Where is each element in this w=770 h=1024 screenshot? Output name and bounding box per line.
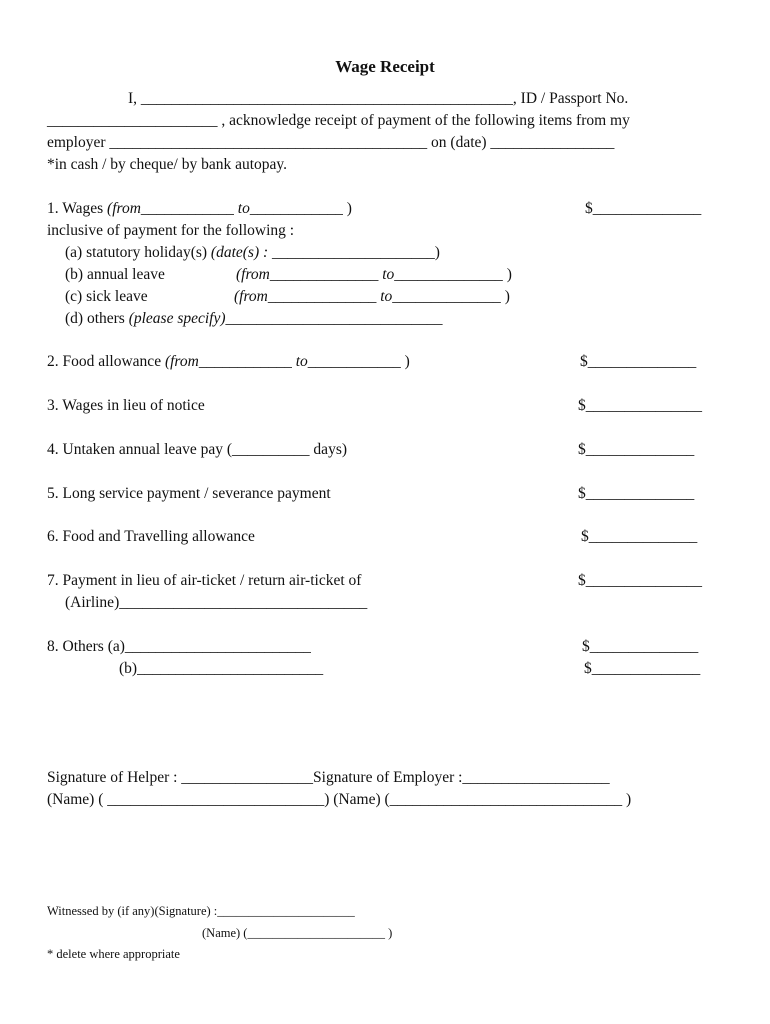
item-wages [47,200,352,218]
item-airline: (Airline)________________________________ [65,594,368,611]
signature-line: Signature of Helper : _________________Signature of Employer :___________________ [47,769,610,786]
item-travel: 6. Food and Travelling allowance [47,528,255,545]
item-wages-close: ) [342,200,352,217]
item-food-label: 2. Food allowance [47,353,165,370]
sub-item-d-blank: ____________________________ [225,310,443,327]
sub-item-b-range-wrap [236,266,512,284]
footnote: * delete where appropriate [47,947,180,961]
item-others-b: (b)________________________ [119,660,324,677]
item-wages-amount: $______________ [585,200,702,217]
item-air-ticket-amount: $_______________ [578,572,702,589]
witness-signature: Witnessed by (if any)(Signature) :______________________ [47,904,355,918]
item-others-a: 8. Others (a)________________________ [47,638,311,655]
item-food-close: ) [400,353,410,370]
witness-name: (Name) (______________________ ) [202,926,393,940]
item-wages-label: 1. Wages [47,200,108,217]
intro-line-3: employer _________________________________________ on (date) ________________ [47,134,615,151]
item-untaken-amount: $______________ [578,441,695,458]
item-long-service: 5. Long service payment / severance payment [47,485,331,502]
sub-item-c-label: (c) sick leave [65,288,148,305]
name-line: (Name) ( ____________________________) (Name) (______________________________ ) [47,791,632,808]
sub-item-b-close: ) [502,266,512,283]
item-long-service-amount: $______________ [578,485,695,502]
sub-item-c-close: ) [500,288,510,305]
sub-item-a-detail: (date(s) : [210,244,269,261]
sub-item-c-range-wrap [234,288,510,306]
item-food-amount: $______________ [580,353,697,370]
item-food [47,353,410,371]
sub-item-a [65,244,440,262]
item-others-b-amount: $______________ [584,660,701,677]
intro-line-1: I, ________________________________________________, ID / Passport No. [128,90,629,107]
sub-item-d-detail: (please specify) [128,310,226,327]
item-others-a-amount: $______________ [582,638,699,655]
sub-item-a-blank: _____________________) [268,244,440,261]
inclusive-label: inclusive of payment for the following : [47,222,295,239]
sub-item-a-label: (a) statutory holiday(s) [65,244,211,261]
sub-item-d [65,310,443,328]
item-travel-amount: $______________ [581,528,698,545]
sub-item-b-range: (from______________ to______________ [236,266,503,283]
document-title: Wage Receipt [335,57,435,76]
sub-item-c-range: (from______________ to______________ [234,288,501,305]
item-air-ticket: 7. Payment in lieu of air-ticket / return air-ticket of [47,572,362,589]
item-notice: 3. Wages in lieu of notice [47,397,205,414]
item-untaken: 4. Untaken annual leave pay (__________ days) [47,441,348,458]
sub-item-d-label: (d) others [65,310,129,327]
item-food-range: (from____________ to____________ [164,353,401,370]
intro-line-2: ______________________ , acknowledge receipt of payment of the following items from my [47,112,630,129]
intro-line-4: *in cash / by cheque/ by bank autopay. [47,156,288,173]
item-wages-range: (from____________ to____________ [107,200,343,217]
sub-item-b-label: (b) annual leave [65,266,165,283]
item-notice-amount: $_______________ [578,397,702,414]
